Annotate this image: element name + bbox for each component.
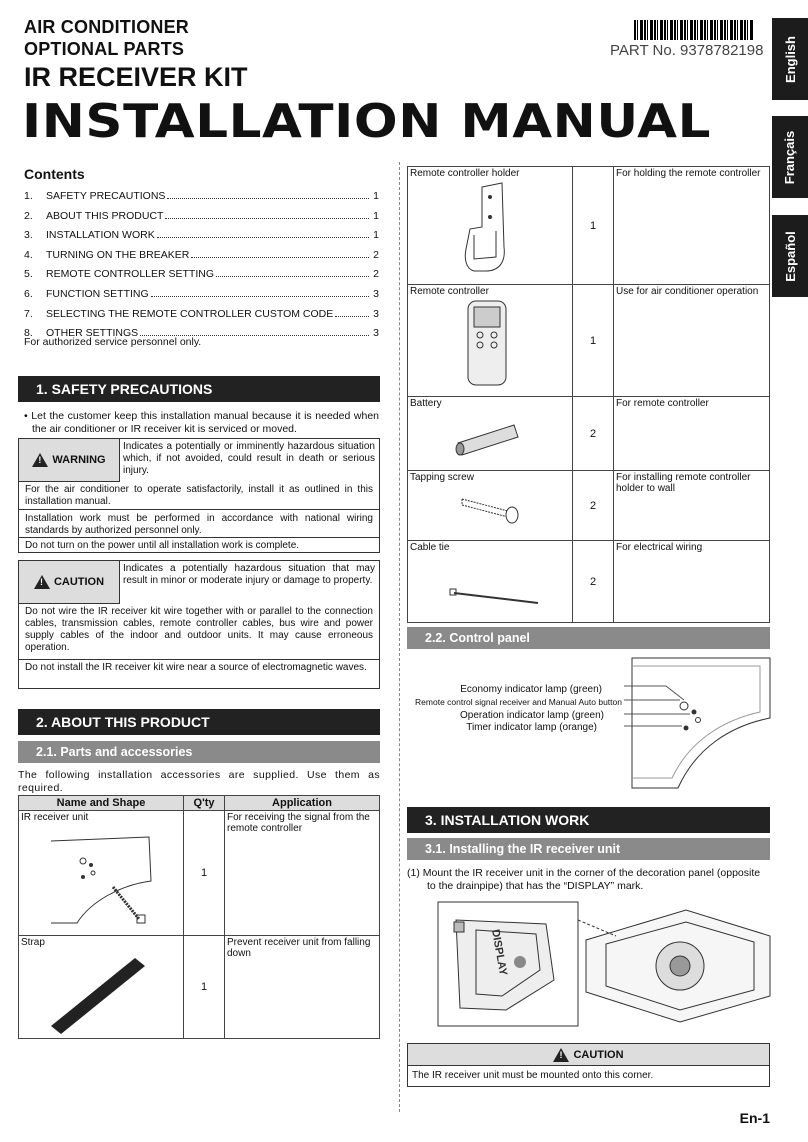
- tab-francais-label: Français: [782, 130, 798, 184]
- part-qty: 2: [573, 471, 614, 541]
- table-row: [408, 541, 770, 623]
- install-caution-text: The IR receiver unit must be mounted onto this corner.: [412, 1070, 654, 1081]
- decoration-panel-illustration: [436, 900, 772, 1030]
- subsection-install-receiver-header: 3.1. Installing the IR receiver unit: [407, 838, 770, 860]
- part-name-cell: [19, 811, 184, 936]
- toc-item[interactable]: [24, 288, 379, 308]
- toc-num: 8.: [24, 327, 33, 340]
- toc-label: REMOTE CONTROLLER SETTING: [46, 268, 215, 281]
- warning-definition: Indicates a potentially or imminently hazardous situation which, if not avoided, could result in death or serious injury.: [123, 441, 375, 476]
- toc-page: 2: [373, 268, 379, 281]
- callout-timer-lamp: Timer indicator lamp (orange): [466, 722, 597, 733]
- service-note: For authorized service personnel only.: [24, 336, 202, 348]
- header-line2: OPTIONAL PARTS: [24, 39, 185, 59]
- part-app: For holding the remote controller: [614, 167, 770, 285]
- part-name: Remote controller holder: [410, 168, 520, 179]
- battery-illustration: [410, 409, 560, 461]
- tab-espanol-label: Español: [782, 230, 798, 282]
- remote-holder-illustration: [410, 179, 560, 277]
- toc-label: FUNCTION SETTING: [46, 287, 149, 300]
- toc-num: 1.: [24, 190, 33, 202]
- part-qty: 1: [184, 936, 225, 1039]
- warning-row: For the air conditioner to operate satisfactorily, install it as outlined in this installation manual.: [19, 481, 379, 510]
- subsection-control-panel-header: 2.2. Control panel: [407, 627, 770, 649]
- table-row: [408, 285, 770, 397]
- toc-item[interactable]: [24, 190, 379, 210]
- control-panel-illustration: [600, 656, 772, 798]
- toc-dots: [165, 210, 369, 219]
- part-name-cell: [19, 936, 184, 1039]
- toc-page: 3: [373, 327, 379, 340]
- col-app-header: Application: [225, 796, 380, 811]
- part-qty: 2: [573, 397, 614, 471]
- toc-page: 1: [373, 209, 379, 222]
- warning-box: [18, 438, 380, 553]
- toc-item[interactable]: [24, 229, 379, 249]
- display-mark: DISPLAY: [489, 928, 509, 977]
- col-name-header: Name and Shape: [19, 796, 184, 811]
- toc-label: SAFETY PRECAUTIONS: [46, 190, 166, 202]
- barcode: [634, 20, 754, 40]
- safety-intro: • Let the customer keep this installation manual because it is needed when the air conditioner or IR receiver kit is serviced or moved.: [24, 410, 379, 435]
- tab-english-label: English: [782, 35, 798, 83]
- part-name: Battery: [410, 398, 442, 409]
- ir-receiver-illustration: [21, 823, 171, 931]
- toc-dots: [167, 190, 369, 199]
- parts-table-right: [407, 166, 770, 623]
- table-row: [19, 811, 380, 936]
- toc-dots: [157, 229, 369, 238]
- toc-num: 2.: [24, 209, 33, 222]
- table-header-row: [19, 796, 380, 811]
- subsection-parts-header: 2.1. Parts and accessories: [18, 741, 380, 763]
- toc-item[interactable]: [24, 249, 379, 269]
- table-of-contents: [24, 190, 379, 347]
- column-divider: [399, 162, 400, 1112]
- part-name: IR receiver unit: [21, 812, 89, 823]
- install-caution-label: CAUTION: [573, 1048, 624, 1061]
- part-qty: 1: [573, 285, 614, 397]
- toc-dots: [140, 327, 369, 336]
- part-qty: 1: [573, 167, 614, 285]
- table-row: [408, 471, 770, 541]
- warning-row: Installation work must be performed in accordance with national wiring standards by authorized personnel only.: [19, 510, 379, 538]
- page-number: En-1: [739, 1110, 770, 1126]
- table-row: [408, 397, 770, 471]
- table-row: [408, 167, 770, 285]
- warning-icon: [32, 453, 48, 467]
- caution-box: [18, 560, 380, 689]
- section-installation-header: 3. INSTALLATION WORK: [407, 807, 770, 833]
- table-row: [19, 936, 380, 1039]
- cable-tie-illustration: [410, 553, 560, 613]
- toc-num: 3.: [24, 229, 33, 242]
- tab-francais[interactable]: [772, 116, 808, 198]
- toc-label: INSTALLATION WORK: [46, 229, 155, 242]
- parts-table-left: [18, 795, 380, 1039]
- toc-label: ABOUT THIS PRODUCT: [46, 209, 164, 222]
- toc-label: SELECTING THE REMOTE CONTROLLER CUSTOM CODE: [46, 307, 334, 320]
- toc-num: 4.: [24, 248, 33, 261]
- toc-page: 1: [373, 190, 379, 202]
- part-name: Strap: [21, 937, 45, 948]
- tab-english[interactable]: [772, 18, 808, 100]
- part-app: Use for air conditioner operation: [614, 285, 770, 397]
- toc-num: 6.: [24, 287, 33, 300]
- toc-label: TURNING ON THE BREAKER: [46, 248, 190, 261]
- install-caution-box: [407, 1043, 770, 1087]
- part-app: For installing remote controller holder to wall: [614, 471, 770, 541]
- remote-controller-illustration: [410, 297, 560, 389]
- callout-operation-lamp: Operation indicator lamp (green): [460, 710, 604, 721]
- toc-page: 3: [373, 287, 379, 300]
- part-number: PART No. 9378782198: [610, 42, 764, 59]
- part-name-cell: [408, 471, 573, 541]
- strap-illustration: [21, 948, 171, 1034]
- caution-label-cell: [19, 561, 120, 604]
- callout-economy-lamp: Economy indicator lamp (green): [460, 684, 602, 695]
- toc-item[interactable]: [24, 268, 379, 288]
- toc-dots: [216, 268, 369, 277]
- tab-espanol[interactable]: [772, 215, 808, 297]
- warning-label: WARNING: [52, 454, 106, 466]
- part-name-cell: [408, 541, 573, 623]
- install-step-1: (1) Mount the IR receiver unit in the corner of the decoration panel (opposite to the drainpipe) that has the “DISPLAY” mark.: [407, 867, 761, 892]
- toc-item[interactable]: [24, 308, 379, 328]
- page-title: INSTALLATION MANUAL: [22, 94, 711, 148]
- part-qty: 1: [184, 811, 225, 936]
- install-caution-icon: [553, 1048, 569, 1062]
- callout-signal-receiver: Remote control signal receiver and Manual Auto button: [415, 697, 622, 707]
- section-safety-header: 1. SAFETY PRECAUTIONS: [18, 376, 380, 402]
- toc-dots: [151, 288, 369, 297]
- part-app: Prevent receiver unit from falling down: [225, 936, 380, 1039]
- header-line1: AIR CONDITIONER: [24, 17, 189, 37]
- toc-dots: [335, 308, 369, 317]
- col-qty-header: Q'ty: [184, 796, 225, 811]
- part-name-cell: [408, 285, 573, 397]
- tapping-screw-illustration: [410, 483, 560, 531]
- install-caution-label-cell: [408, 1044, 769, 1066]
- contents-title: Contents: [24, 166, 85, 182]
- warning-row: Do not turn on the power until all installation work is complete.: [25, 540, 300, 551]
- part-name: Remote controller: [410, 286, 489, 297]
- part-app: For electrical wiring: [614, 541, 770, 623]
- toc-page: 3: [373, 307, 379, 320]
- warning-label-cell: [19, 439, 120, 482]
- caution-icon: [34, 575, 50, 589]
- part-name: Tapping screw: [410, 472, 474, 483]
- toc-num: 5.: [24, 268, 33, 281]
- caution-row: Do not wire the IR receiver kit wire together with or parallel to the connection cables, transmission cables, remote controller cables, bus wire and power supply cables of the indoor and outdoor units. It may cause erroneous operation.: [19, 603, 379, 660]
- part-app: For receiving the signal from the remote controller: [225, 811, 380, 936]
- part-name-cell: [408, 167, 573, 285]
- caution-row: Do not install the IR receiver kit wire near a source of electromagnetic waves.: [25, 662, 367, 673]
- part-app: For remote controller: [614, 397, 770, 471]
- toc-item[interactable]: [24, 210, 379, 230]
- toc-page: 2: [373, 248, 379, 261]
- toc-label: OTHER SETTINGS: [46, 327, 139, 340]
- part-name: Cable tie: [410, 542, 450, 553]
- parts-intro: The following installation accessories are supplied. Use them as required.: [18, 769, 380, 794]
- part-qty: 2: [573, 541, 614, 623]
- caution-definition: Indicates a potentially hazardous situation that may result in minor or moderate injury or damage to property.: [123, 563, 375, 586]
- part-name-cell: [408, 397, 573, 471]
- toc-page: 1: [373, 229, 379, 242]
- toc-num: 7.: [24, 307, 33, 320]
- section-about-header: 2. ABOUT THIS PRODUCT: [18, 709, 380, 735]
- toc-dots: [191, 249, 369, 258]
- header-kit: IR RECEIVER KIT: [24, 62, 248, 92]
- caution-label: CAUTION: [53, 576, 105, 588]
